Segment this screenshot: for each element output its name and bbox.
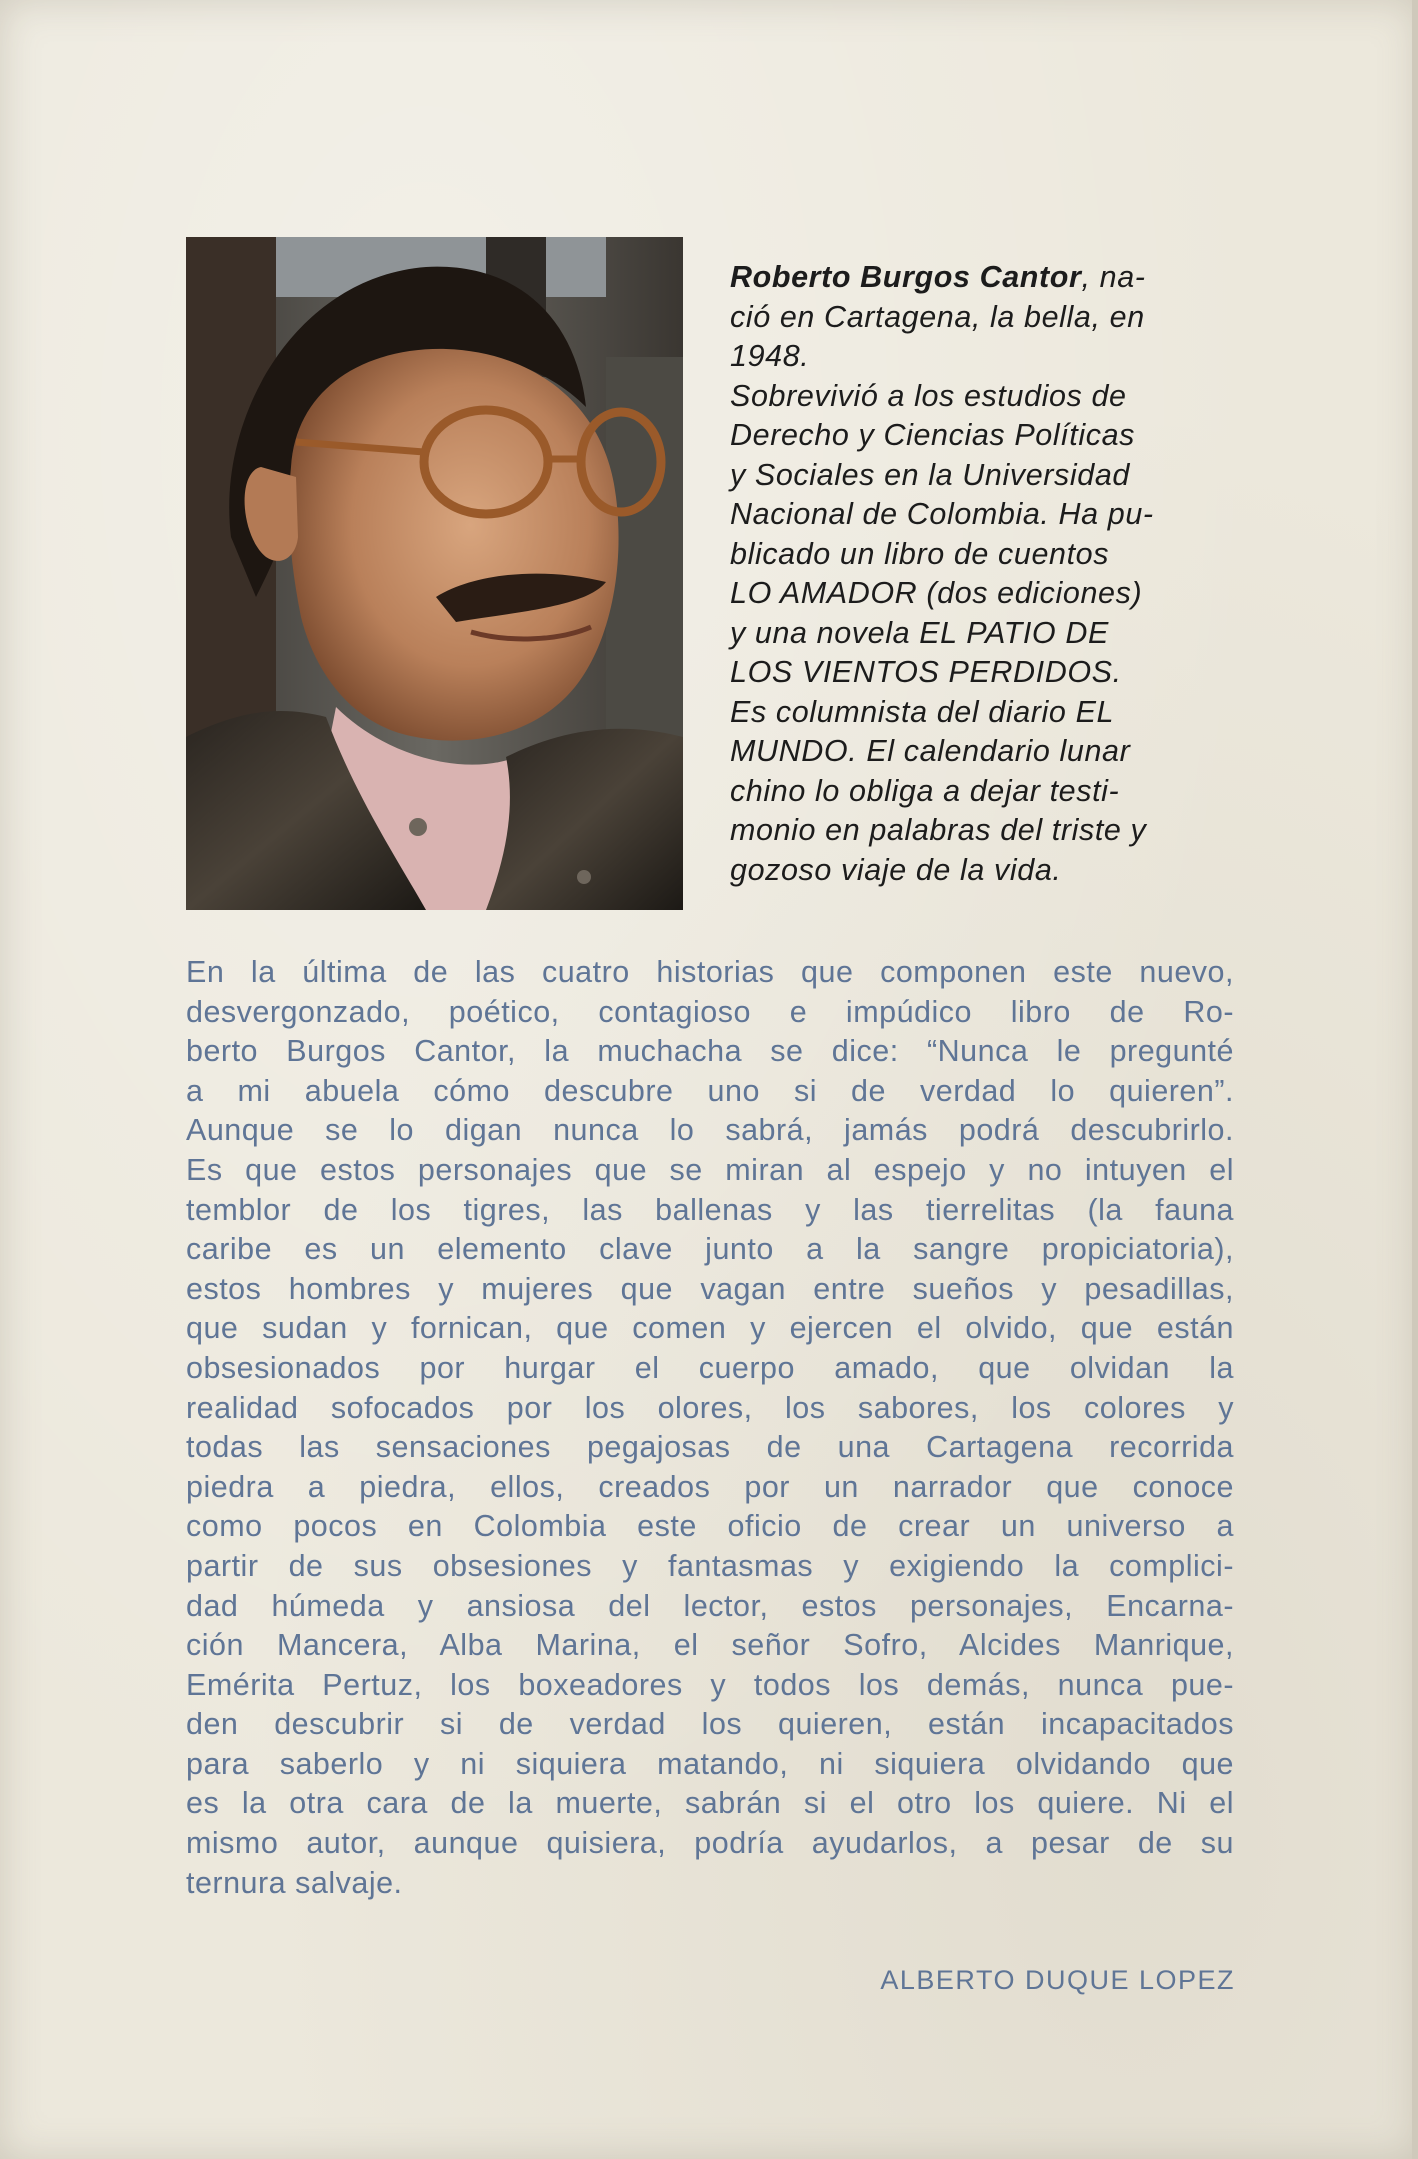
review-line: para saberlo y ni siquiera matando, ni siquiera olvidando que [186, 1746, 1234, 1781]
book-review [186, 953, 1234, 1903]
bio-line: LOS VIENTOS PERDIDOS. [730, 655, 1122, 689]
bio-line: 1948. [730, 339, 810, 373]
review-line: desvergonzado, poético, contagioso e impúdico libro de Ro- [186, 994, 1234, 1029]
bio-line: LO AMADOR (dos ediciones) [730, 576, 1143, 610]
review-line: piedra a piedra, ellos, creados por un narrador que conoce [186, 1469, 1234, 1504]
bio-line: Derecho y Ciencias Políticas [730, 418, 1135, 452]
bio-line: ció en Cartagena, la bella, en [730, 299, 1145, 334]
review-line: En la última de las cuatro historias que componen este nuevo, [186, 955, 1234, 989]
review-line: caribe es un elemento clave junto a la sangre propiciatoria), [186, 1232, 1234, 1267]
review-line: partir de sus obsesiones y fantasmas y exigiendo la complici- [186, 1548, 1234, 1583]
bio-line: monio en palabras del triste y [730, 813, 1147, 847]
review-line: den descubrir si de verdad los quieren, están incapacitados [186, 1707, 1234, 1742]
bio-line: y una novela EL PATIO DE [730, 615, 1109, 650]
bio-line: Es columnista del diario EL [730, 694, 1115, 729]
author-name: Roberto Burgos Cantor [730, 260, 1082, 294]
review-line: temblor de los tigres, las ballenas y las tierrelitas (la fauna [186, 1192, 1234, 1227]
review-line: mismo autor, aunque quisiera, podría ayudarlos, a pesar de su [186, 1826, 1234, 1861]
review-line: Emérita Pertuz, los boxeadores y todos los demás, nunca pue- [186, 1667, 1234, 1702]
review-line: todas las sensaciones pegajosas de una Cartagena recorrida [186, 1430, 1234, 1465]
review-line: estos hombres y mujeres que vagan entre sueños y pesadillas, [186, 1271, 1234, 1306]
review-line: berto Burgos Cantor, la muchacha se dice: “Nunca le pregunté [186, 1034, 1234, 1069]
cover-edge [1412, 0, 1418, 2159]
author-portrait-image [186, 237, 683, 910]
author-photo [186, 237, 683, 910]
review-line: que sudan y fornican, que comen y ejercen el olvido, que están [186, 1311, 1234, 1346]
bio-line: Nacional de Colombia. Ha pu- [730, 497, 1154, 531]
bio-line: Sobrevivió a los estudios de [730, 378, 1127, 413]
review-author-signature: ALBERTO DUQUE LOPEZ [880, 1965, 1235, 1995]
bio-line: chino lo obliga a dejar testi- [730, 773, 1120, 808]
review-line: ternura salvaje. [186, 1865, 403, 1900]
bio-line: Roberto Burgos Cantor, na- [730, 260, 1146, 294]
review-line: dad húmeda y ansiosa del lector, estos personajes, Encarna- [186, 1588, 1234, 1623]
review-line: a mi abuela cómo descubre uno si de verdad lo quieren”. [186, 1073, 1234, 1108]
review-line: es la otra cara de la muerte, sabrán si el otro los quiere. Ni el [186, 1786, 1234, 1821]
author-bio [730, 258, 1235, 890]
bio-line: y Sociales en la Universidad [730, 457, 1130, 492]
review-line: Es que estos personajes que se miran al espejo y no intuyen el [186, 1152, 1234, 1187]
review-line: Aunque se lo digan nunca lo sabrá, jamás podrá descubrirlo. [186, 1113, 1234, 1148]
bio-line: MUNDO. El calendario lunar [730, 734, 1131, 768]
bio-line: gozoso viaje de la vida. [730, 852, 1062, 887]
review-line: ción Mancera, Alba Marina, el señor Sofro, Alcides Manrique, [186, 1628, 1234, 1663]
review-line: obsesionados por hurgar el cuerpo amado, que olvidan la [186, 1350, 1234, 1385]
bio-line: blicado un libro de cuentos [730, 536, 1110, 571]
review-line: como pocos en Colombia este oficio de crear un universo a [186, 1509, 1234, 1544]
review-line: realidad sofocados por los olores, los sabores, los colores y [186, 1390, 1234, 1425]
